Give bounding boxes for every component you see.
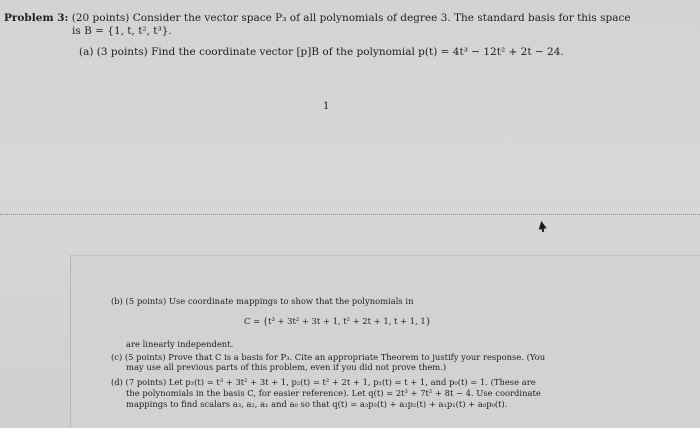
mouse-pointer-icon [537, 220, 546, 229]
document-page-top [0, 0, 700, 212]
page-number: 1 [323, 101, 330, 112]
problem-intro-line-1 [4, 12, 631, 25]
part-b-line-1: (b) (5 points) Use coordinate mappings to show that the polynomials in [111, 296, 414, 306]
part-d-line-3: mappings to find scalars a₃, a₂, a₁ and a₀ so that q(t) = a₃p₃(t) + a₂p₂(t) + a₁p₁(t) + a₀p₀(t). [126, 399, 508, 409]
part-b-polynomial-set: C = {t³ + 3t² + 3t + 1, t² + 2t + 1, t + 1, 1} [244, 316, 431, 326]
part-d-line-1: (d) (7 points) Let p₃(t) = t³ + 3t² + 3t + 1, p₂(t) = t² + 2t + 1, p₁(t) = t + 1, and p₀(t) = 1. (These are [111, 377, 536, 387]
problem-intro-line-2: is B = {1, t, t², t³}. [72, 25, 172, 37]
page-separator [0, 214, 700, 215]
problem-intro-text: (20 points) Consider the vector space P₃ of all polynomials of degree 3. The standard basis for this space [71, 12, 631, 24]
part-d-line-2: the polynomials in the basis C, for easier reference). Let q(t) = 2t³ + 7t² + 8t − 4. Use coordinate [126, 388, 541, 398]
problem-label: Problem 3: [4, 12, 69, 24]
part-c-line-1: (c) (5 points) Prove that C is a basis for P₃. Cite an appropriate Theorem to justify your response. (You [111, 352, 546, 362]
part-c-line-2: may use all previous parts of this problem, even if you did not prove them.) [126, 362, 447, 372]
part-b-line-3: are linearly independent. [126, 339, 234, 349]
part-a-text: (a) (3 points) Find the coordinate vector [p]B of the polynomial p(t) = 4t³ − 12t² + 2t − 24. [79, 46, 564, 58]
